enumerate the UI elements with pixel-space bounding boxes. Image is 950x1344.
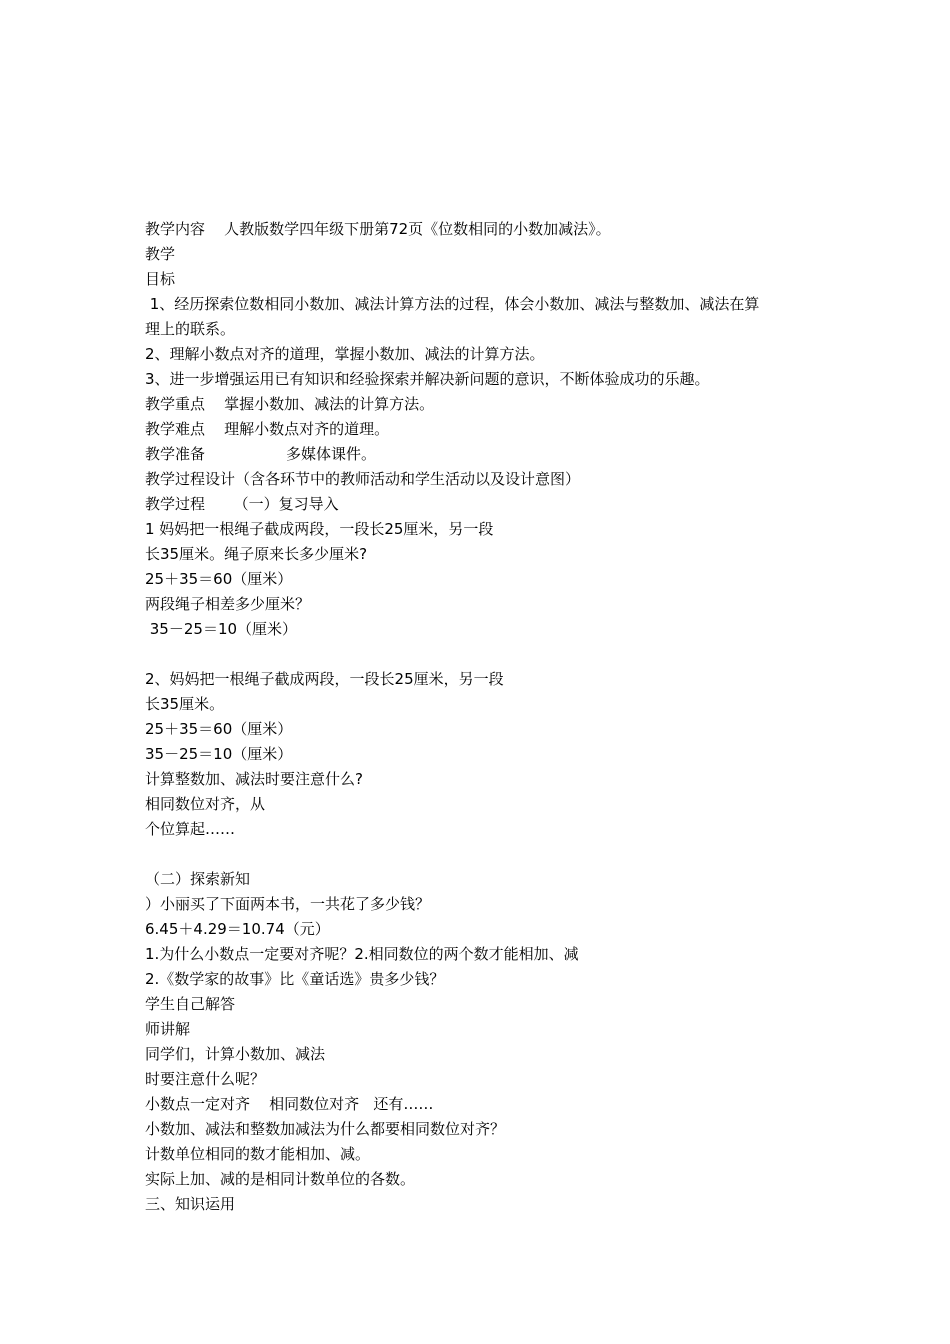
line-actual-add: 实际上加、减的是相同计数单位的各数。	[145, 1170, 416, 1188]
line-equation-1: 25＋35＝60（厘米）	[145, 570, 293, 588]
line-answer-units: 个位算起……	[145, 820, 236, 838]
line-objective-3: 3、进一步增强运用已有知识和经验探索并解决新问题的意识，不断体验成功的乐趣。	[145, 370, 710, 388]
line-equation-2: 35－25＝10（厘米）	[145, 620, 298, 638]
line-key-point: 教学重点 掌握小数加、减法的计算方法。	[145, 395, 435, 413]
line-section-explore: （二）探索新知	[145, 870, 251, 888]
line-equation-3: 25＋35＝60（厘米）	[145, 720, 293, 738]
line-objectives-label: 目标	[145, 270, 176, 288]
line-preparation: 教学准备 多媒体课件。	[145, 445, 377, 463]
line-section-apply: 三、知识运用	[145, 1195, 236, 1213]
line-why-same-digits: 小数加、减法和整数加减法为什么都要相同数位对齐？	[145, 1120, 506, 1138]
line-blank-1	[145, 642, 825, 667]
line-problem-2: 2、妈妈把一根绳子截成两段，一段长25厘米，另一段	[145, 670, 504, 688]
line-decimal-align: 小数点一定对齐 相同数位对齐 还有……	[145, 1095, 434, 1113]
line-teaching-content: 教学内容 人教版数学四年级下册第72页《位数相同的小数加减法》。	[145, 220, 611, 238]
line-students-solve: 学生自己解答	[145, 995, 236, 1013]
line-difficulty: 教学难点 理解小数点对齐的道理。	[145, 420, 390, 438]
line-process-review: 教学过程 （一）复习导入	[145, 495, 339, 513]
lesson-plan-body	[145, 217, 825, 1217]
line-problem-1-cont: 长35厘米。绳子原来长多少厘米?	[145, 545, 368, 563]
line-objective-1-cont: 理上的联系。	[145, 320, 236, 338]
line-question-attention: 计算整数加、减法时要注意什么?	[145, 770, 363, 788]
line-equation-4: 35－25＝10（厘米）	[145, 745, 293, 763]
line-problem-1: 1 妈妈把一根绳子截成两段，一段长25厘米，另一段	[145, 520, 494, 538]
line-teacher-explain: 师讲解	[145, 1020, 191, 1038]
line-students-prompt: 同学们，计算小数加、减法	[145, 1045, 326, 1063]
line-price-difference: 2.《数学家的故事》比《童话选》贵多少钱？	[145, 970, 445, 988]
line-question-difference: 两段绳子相差多少厘米？	[145, 595, 311, 613]
line-process-design: 教学过程设计（含各环节中的教师活动和学生活动以及设计意图）	[145, 470, 581, 488]
line-books-question: ）小丽买了下面两本书，一共花了多少钱？	[145, 895, 431, 913]
line-why-align: 1.为什么小数点一定要对齐呢？2.相同数位的两个数才能相加、减	[145, 945, 579, 963]
line-objective-2: 2、理解小数点对齐的道理，掌握小数加、减法的计算方法。	[145, 345, 545, 363]
line-objective-1: 1、经历探索位数相同小数加、减法计算方法的过程，体会小数加、减法与整数加、减法在算	[145, 295, 760, 313]
line-problem-2-cont: 长35厘米。	[145, 695, 225, 713]
line-same-unit: 计数单位相同的数才能相加、减。	[145, 1145, 371, 1163]
line-teaching-label: 教学	[145, 245, 176, 263]
line-answer-align: 相同数位对齐，从	[145, 795, 266, 813]
line-blank-2	[145, 842, 825, 867]
line-equation-decimal: 6.45＋4.29＝10.74（元）	[145, 920, 330, 938]
line-attention-question: 时要注意什么呢？	[145, 1070, 266, 1088]
